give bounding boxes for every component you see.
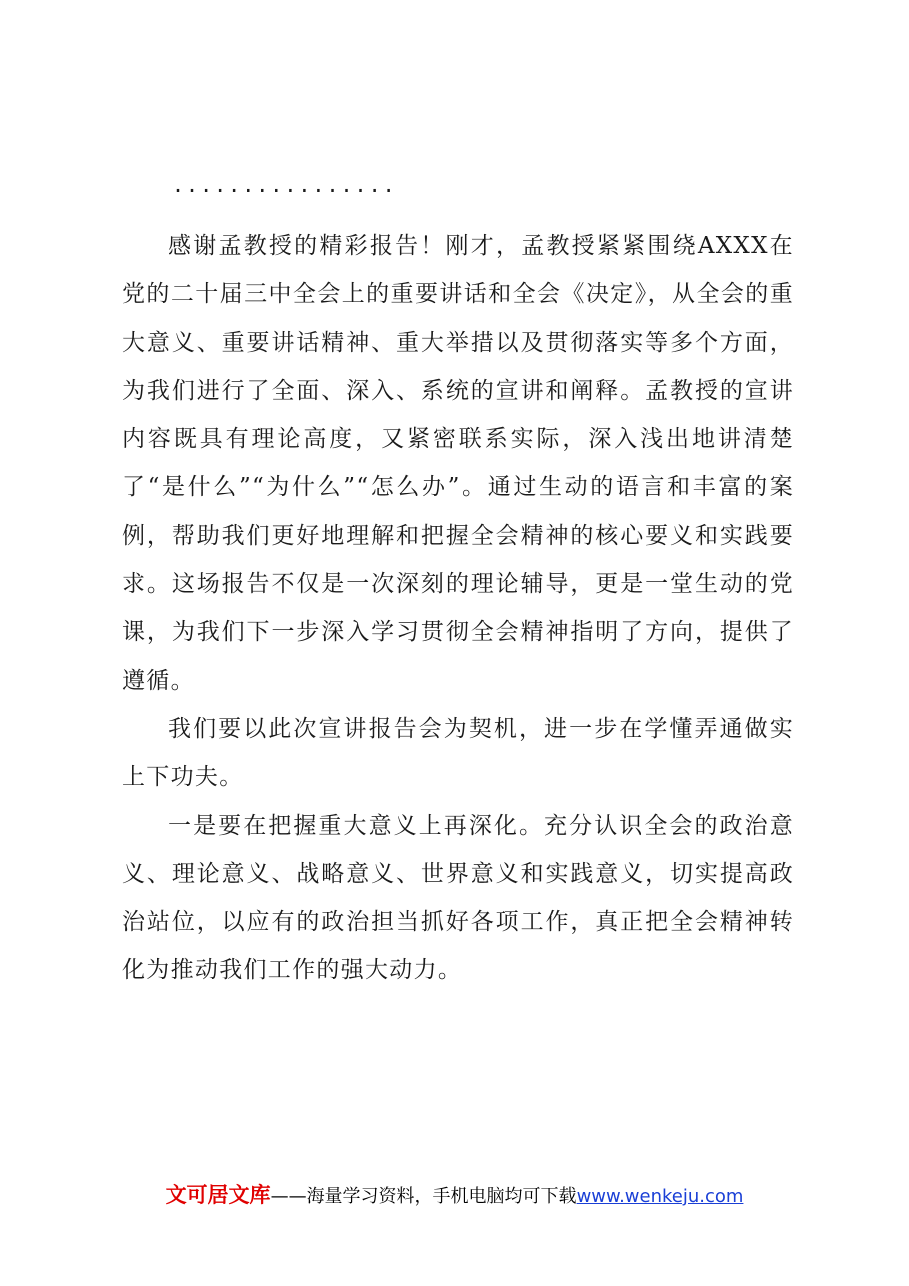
footer-banner [0,1180,909,1212]
footer-link[interactable]: www.wenkeju.com [576,1186,744,1207]
paragraph-thanks: 感谢孟教授的精彩报告！刚才，孟教授紧紧围绕AXXX在党的二十届三中全会上的重要讲话和全会《决定》，从全会的重大意义、重要讲话精神、重大举措以及贯彻落实等多个方面，为我们进行了全面、深入、系统的宣讲和阐释。孟教授的宣讲内容既具有理论高度，又紧密联系实际，深入浅出地讲清楚了“是什么”“为什么”“怎么办”。通过生动的语言和丰富的案例，帮助我们更好地理解和把握全会精神的核心要义和实践要求。这场报告不仅是一次深刻的理论辅导，更是一堂生动的党课，为我们下一步深入学习贯彻全会精神指明了方向，提供了遵循。 [122,233,794,694]
footer-dash: —— [270,1186,307,1207]
ellipsis-line: ................ [172,173,397,197]
footer-slogan: 海量学习资料，手机电脑均可下载 [306,1186,577,1207]
paragraph-opportunity: 我们要以此次宣讲报告会为契机，进一步在学懂弄通做实上下功夫。 [122,715,794,791]
document-body [122,222,794,995]
paragraph-point-one: 一是要在把握重大意义上再深化。充分认识全会的政治意义、理论意义、战略意义、世界意义和实践意义，切实提高政治站位，以应有的政治担当抓好各项工作，真正把全会精神转化为推动我们工作的强大动力。 [122,812,794,984]
footer-brand: 文可居文库 [165,1183,271,1207]
